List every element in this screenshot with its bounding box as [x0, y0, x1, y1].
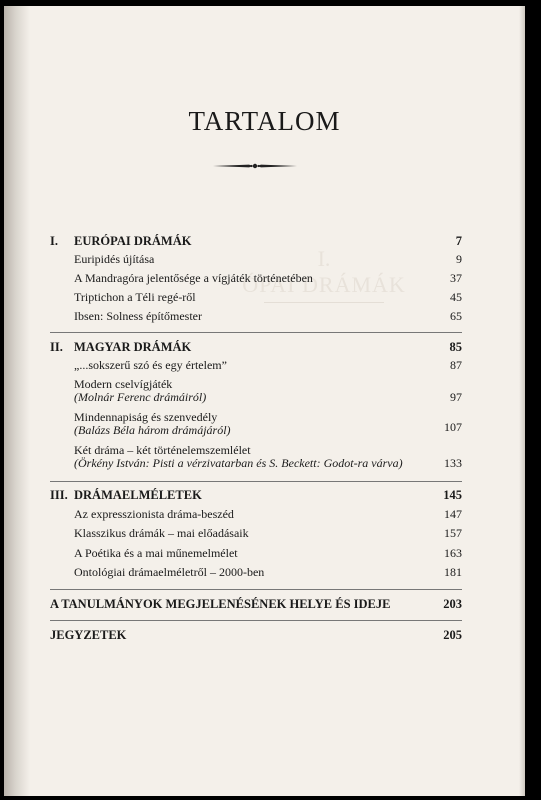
- section-divider: [50, 481, 462, 482]
- section-number: III.: [50, 488, 68, 502]
- appendix-page: 205: [443, 628, 462, 642]
- toc-entry-page: 147: [444, 507, 462, 521]
- page-title: TARTALOM: [188, 106, 341, 136]
- toc-entry-page: 157: [444, 526, 462, 540]
- toc-entry-title: Klasszikus drámák – mai előadásaik: [74, 526, 249, 540]
- section-title: MAGYAR DRÁMÁK: [74, 340, 192, 354]
- section-title: EURÓPAI DRÁMÁK: [74, 234, 192, 248]
- toc-entry-title: A Mandragóra jelentősége a vígjáték történetében: [74, 271, 313, 285]
- toc-entry-title: Ibsen: Solness építőmester: [74, 309, 202, 323]
- toc-entry-page: 65: [450, 309, 462, 323]
- toc-entry-subtitle: (Balázs Béla három drámájáról): [74, 423, 231, 437]
- appendix-page: 203: [443, 597, 462, 611]
- toc-entry-subtitle: (Örkény István: Pisti a vérzivatarban és S. Beckett: Godot-ra várva): [74, 456, 403, 470]
- toc-entry-page: 97: [450, 390, 462, 404]
- toc-entry-title: „...sokszerű szó és egy értelem”: [74, 358, 227, 372]
- toc-entry-page: 133: [444, 456, 462, 470]
- section-page: 145: [443, 488, 462, 502]
- toc-entry-page: 45: [450, 290, 462, 304]
- toc-entry-page: 163: [444, 546, 462, 560]
- section-page: 7: [455, 234, 462, 248]
- toc-entry-page: 87: [450, 358, 462, 372]
- toc-entry-title: Triptichon a Téli regé-ről: [74, 290, 196, 304]
- watermark-line-2: ÓPAI DRÁMÁK: [242, 272, 406, 297]
- section-number: I.: [50, 234, 58, 248]
- toc-entry-title: Ontológiai drámaelméletről – 2000-ben: [74, 565, 265, 579]
- toc-entry-title: Mindennapiság és szenvedély: [74, 410, 218, 424]
- section-page: 85: [449, 340, 462, 354]
- section-title: DRÁMAELMÉLETEK: [74, 488, 202, 502]
- toc-entry-page: 181: [444, 565, 462, 579]
- appendix-title: A TANULMÁNYOK MEGJELENÉSÉNEK HELYE ÉS IDEJE: [50, 597, 391, 611]
- watermark-line-1: I.: [317, 246, 331, 271]
- section-divider: [50, 589, 462, 590]
- toc-entry-page: 37: [450, 271, 462, 285]
- section-number: II.: [50, 340, 63, 354]
- toc-entry-title: A Poétika és a mai műnemelmélet: [74, 546, 238, 560]
- toc-entry-title: Két dráma – két történelemszemlélet: [74, 443, 251, 457]
- toc-entry-subtitle: (Molnár Ferenc drámáiról): [74, 390, 207, 404]
- toc-entry-title: Modern cselvígjáték: [74, 377, 173, 391]
- toc-entry-title: Az expresszionista dráma-beszéd: [74, 507, 234, 521]
- toc-entry-page: 107: [444, 420, 462, 434]
- appendix-title: JEGYZETEK: [50, 628, 127, 642]
- table-of-contents: [4, 6, 525, 796]
- section-divider: [50, 332, 462, 333]
- book-page: [4, 6, 525, 796]
- toc-entry-title: Euripidés újítása: [74, 252, 155, 266]
- toc-entry-page: 9: [456, 252, 462, 266]
- section-divider: [50, 620, 462, 621]
